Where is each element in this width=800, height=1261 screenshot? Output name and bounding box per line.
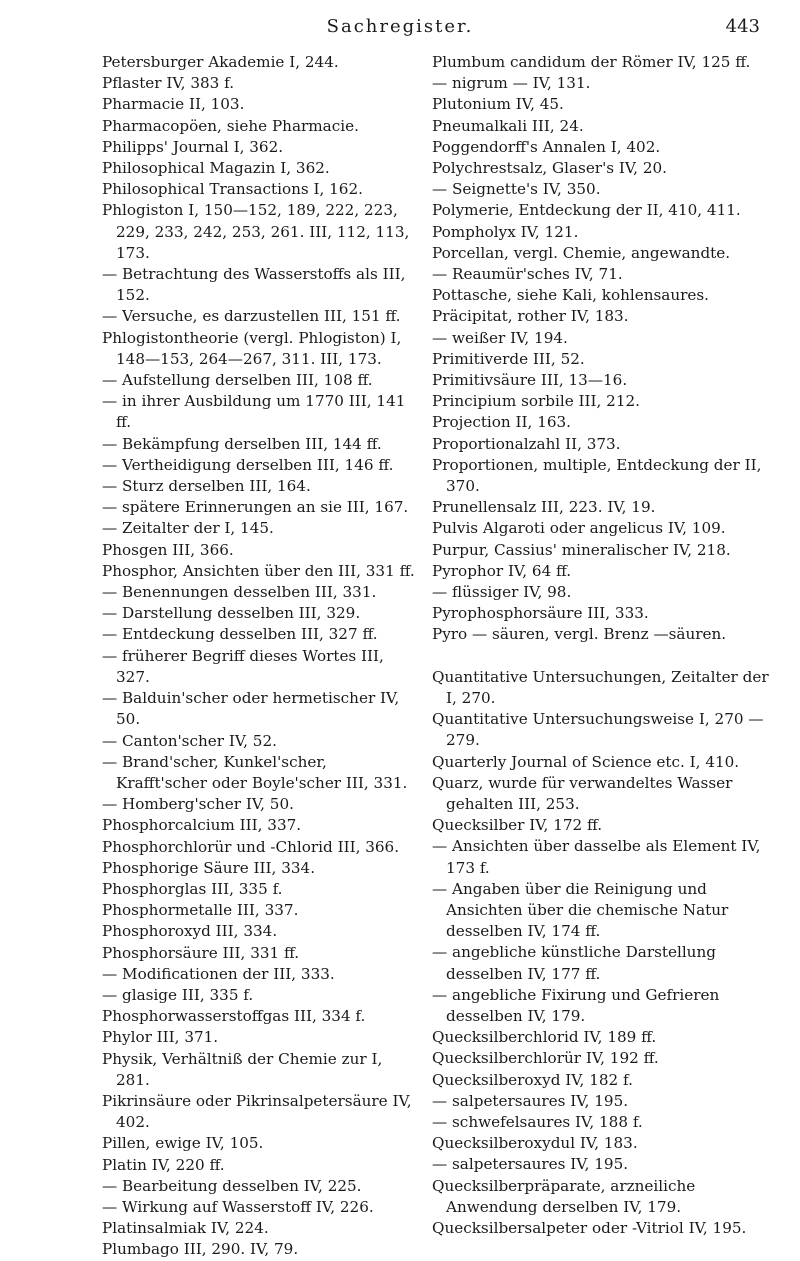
index-entry: — Brand'scher, Kunkel'scher, Krafft'scher oder Boyle'scher III, 331. bbox=[102, 752, 408, 792]
index-entry: — Modificationen der III, 333. bbox=[102, 964, 335, 983]
index-entry: Quarz, wurde für verwandeltes Wasser gehalten III, 253. bbox=[432, 773, 733, 813]
index-entry: — Wirkung auf Wasserstoff IV, 226. bbox=[102, 1197, 374, 1216]
index-entry: Purpur, Cassius' mineralischer IV, 218. bbox=[432, 540, 731, 559]
index-entry: Quantitative Untersuchungsweise I, 270 — 279. bbox=[432, 710, 764, 750]
index-entry: — Vertheidigung derselben III, 146 ff. bbox=[102, 455, 394, 474]
index-entry: — Betrachtung des Wasserstoffs als III, 152. bbox=[102, 265, 406, 305]
index-entry: — Balduin'scher oder hermetischer IV, 50. bbox=[102, 689, 400, 729]
index-entry: — spätere Erinnerungen an sie III, 167. bbox=[102, 498, 409, 517]
index-entry: Philosophical Transactions I, 162. bbox=[102, 180, 363, 199]
index-entry: Phosphorcalcium III, 337. bbox=[102, 816, 302, 835]
index-column-left bbox=[102, 52, 420, 1261]
index-entry: — Entdeckung desselben III, 327 ff. bbox=[102, 625, 378, 644]
index-entry: Pyro — säuren, vergl. Brenz —säuren. bbox=[432, 625, 727, 644]
index-entry: Quecksilberchlorür IV, 192 ff. bbox=[432, 1049, 659, 1068]
index-entry: Plumbago III, 290. IV, 79. bbox=[102, 1240, 299, 1259]
index-entry: Pneumalkali III, 24. bbox=[432, 116, 584, 135]
index-entry: Quecksilberpräparate, arzneiliche Anwendung derselben IV, 179. bbox=[432, 1176, 696, 1216]
index-entry: — nigrum — IV, 131. bbox=[432, 74, 591, 93]
index-entry: Quecksilbersalpeter oder -Vitriol IV, 195. bbox=[432, 1218, 747, 1237]
index-entry: Phosphorige Säure III, 334. bbox=[102, 858, 316, 877]
index-entry: Plumbum candidum der Römer IV, 125 ff. bbox=[432, 53, 751, 71]
index-entry: — Seignette's IV, 350. bbox=[432, 180, 601, 199]
index-entry: — Angaben über die Reinigung und Ansichten über die chemische Natur desselben IV, 174 ff. bbox=[432, 879, 729, 941]
index-entry: Phosgen III, 366. bbox=[102, 540, 234, 559]
index-entry: Quecksilberchlorid IV, 189 ff. bbox=[432, 1028, 657, 1047]
index-entry: Pharmacie II, 103. bbox=[102, 95, 245, 114]
index-entry: — weißer IV, 194. bbox=[432, 328, 568, 347]
index-entry: Philipps' Journal I, 362. bbox=[102, 137, 284, 156]
index-entry: Pflaster IV, 383 f. bbox=[102, 74, 235, 93]
page-header bbox=[0, 8, 800, 44]
index-entry: Phosphorsäure III, 331 ff. bbox=[102, 943, 300, 962]
index-entry: Pikrinsäure oder Pikrinsalpetersäure IV, 402. bbox=[102, 1091, 412, 1132]
index-entry: — angebliche Fixirung und Gefrieren desselben IV, 179. bbox=[432, 985, 720, 1025]
index-entry: Porcellan, vergl. Chemie, angewandte. bbox=[432, 243, 731, 262]
index-entry: Primitivsäure III, 13—16. bbox=[432, 371, 628, 390]
index-entry: — Versuche, es darzustellen III, 151 ff. bbox=[102, 307, 401, 326]
index-entry: — Sturz derselben III, 164. bbox=[102, 477, 311, 496]
index-entry: — Ansichten über dasselbe als Element IV, 173 f. bbox=[432, 837, 761, 877]
running-head: Sachregister. bbox=[326, 16, 474, 37]
index-entry: Quecksilber IV, 172 ff. bbox=[432, 816, 603, 835]
index-entry: — angebliche künstliche Darstellung desselben IV, 177 ff. bbox=[432, 943, 716, 983]
index-entry: Phosphorchlorür und -Chlorid III, 366. bbox=[102, 837, 400, 856]
index-entry: Pharmacopöen, siehe Pharmacie. bbox=[102, 116, 359, 135]
index-entry: — salpetersaures IV, 195. bbox=[432, 1155, 629, 1174]
index-entry: Proportionalzahl II, 373. bbox=[432, 434, 621, 453]
index-entry: Phlogiston I, 150—152, 189, 222, 223, 229, 233, 242, 253, 261. III, 112, 113, 173. bbox=[102, 201, 410, 262]
index-entry: — schwefelsaures IV, 188 f. bbox=[432, 1112, 643, 1131]
index-entry: — Homberg'scher IV, 50. bbox=[102, 795, 294, 814]
page-number: 443 bbox=[725, 16, 760, 37]
index-entry: — Bekämpfung derselben III, 144 ff. bbox=[102, 434, 382, 453]
index-entry: Philosophical Magazin I, 362. bbox=[102, 159, 330, 178]
index-entry: — Benennungen desselben III, 331. bbox=[102, 583, 377, 602]
index-entry: Platinsalmiak IV, 224. bbox=[102, 1219, 269, 1238]
index-entry: Phosphorwasserstoffgas III, 334 f. bbox=[102, 1007, 366, 1026]
index-entry: Polychrestsalz, Glaser's IV, 20. bbox=[432, 159, 667, 178]
index-entry: Phosphor, Ansichten über den III, 331 ff. bbox=[102, 561, 415, 580]
index-entry: Präcipitat, rother IV, 183. bbox=[432, 307, 629, 326]
index-entry: Pulvis Algaroti oder angelicus IV, 109. bbox=[432, 519, 726, 538]
index-entry: Plutonium IV, 45. bbox=[432, 95, 564, 114]
index-entry: — Bearbeitung desselben IV, 225. bbox=[102, 1176, 362, 1195]
index-entry: Pottasche, siehe Kali, kohlensaures. bbox=[432, 286, 709, 305]
index-entry: Phosphorglas III, 335 f. bbox=[102, 879, 283, 898]
index-entry: Prunellensalz III, 223. IV, 19. bbox=[432, 498, 656, 517]
index-entry: Pyrophosphorsäure III, 333. bbox=[432, 604, 649, 623]
index-entry: Physik, Verhältniß der Chemie zur I, 281. bbox=[102, 1049, 383, 1089]
index-entry: — Zeitalter der I, 145. bbox=[102, 519, 274, 538]
index-entry: Petersburger Akademie I, 244. bbox=[102, 53, 339, 71]
index-entry: — glasige III, 335 f. bbox=[102, 985, 254, 1004]
index-entry: Quecksilberoxydul IV, 183. bbox=[432, 1134, 638, 1153]
index-entry: Phosphormetalle III, 337. bbox=[102, 901, 299, 920]
index-entry: — flüssiger IV, 98. bbox=[432, 583, 572, 602]
index-entry: Poggendorff's Annalen I, 402. bbox=[432, 137, 661, 156]
index-entry: Phlogistontheorie (vergl. Phlogiston) I, 148—153, 264—267, 311. III, 173. bbox=[102, 328, 402, 368]
index-entry: Primitiverde III, 52. bbox=[432, 349, 585, 368]
index-entry: Pyrophor IV, 64 ff. bbox=[432, 561, 572, 580]
index-entry: Platin IV, 220 ff. bbox=[102, 1155, 225, 1174]
index-entry: Pompholyx IV, 121. bbox=[432, 222, 579, 241]
index-entry: Proportionen, multiple, Entdeckung der II, 370. bbox=[432, 455, 762, 496]
index-entry: Quecksilberoxyd IV, 182 f. bbox=[432, 1070, 633, 1089]
index-entry: Quarterly Journal of Science etc. I, 410. bbox=[432, 752, 740, 771]
index-entry: — Reaumür'sches IV, 71. bbox=[432, 265, 623, 284]
index-entry: — salpetersaures IV, 195. bbox=[432, 1091, 629, 1110]
index-entry: Phosphoroxyd III, 334. bbox=[102, 922, 278, 941]
index-entry: — in ihrer Ausbildung um 1770 III, 141 ff. bbox=[102, 392, 406, 432]
index-entry: — Canton'scher IV, 52. bbox=[102, 731, 277, 750]
index-entry: Pillen, ewige IV, 105. bbox=[102, 1134, 264, 1153]
index-entry: — Darstellung desselben III, 329. bbox=[102, 604, 361, 623]
index-entry: Phylor III, 371. bbox=[102, 1028, 219, 1047]
index-entry: Principium sorbile III, 212. bbox=[432, 392, 640, 411]
index-entry: Quantitative Untersuchungen, Zeitalter der I, 270. bbox=[432, 667, 769, 707]
index-entry: Projection II, 163. bbox=[432, 413, 572, 432]
index-entry: — Aufstellung derselben III, 108 ff. bbox=[102, 371, 373, 390]
index-entry: — früherer Begriff dieses Wortes III, 327. bbox=[102, 646, 384, 686]
index-column-right bbox=[432, 52, 772, 1239]
index-entry: Polymerie, Entdeckung der II, 410, 411. bbox=[432, 201, 741, 220]
